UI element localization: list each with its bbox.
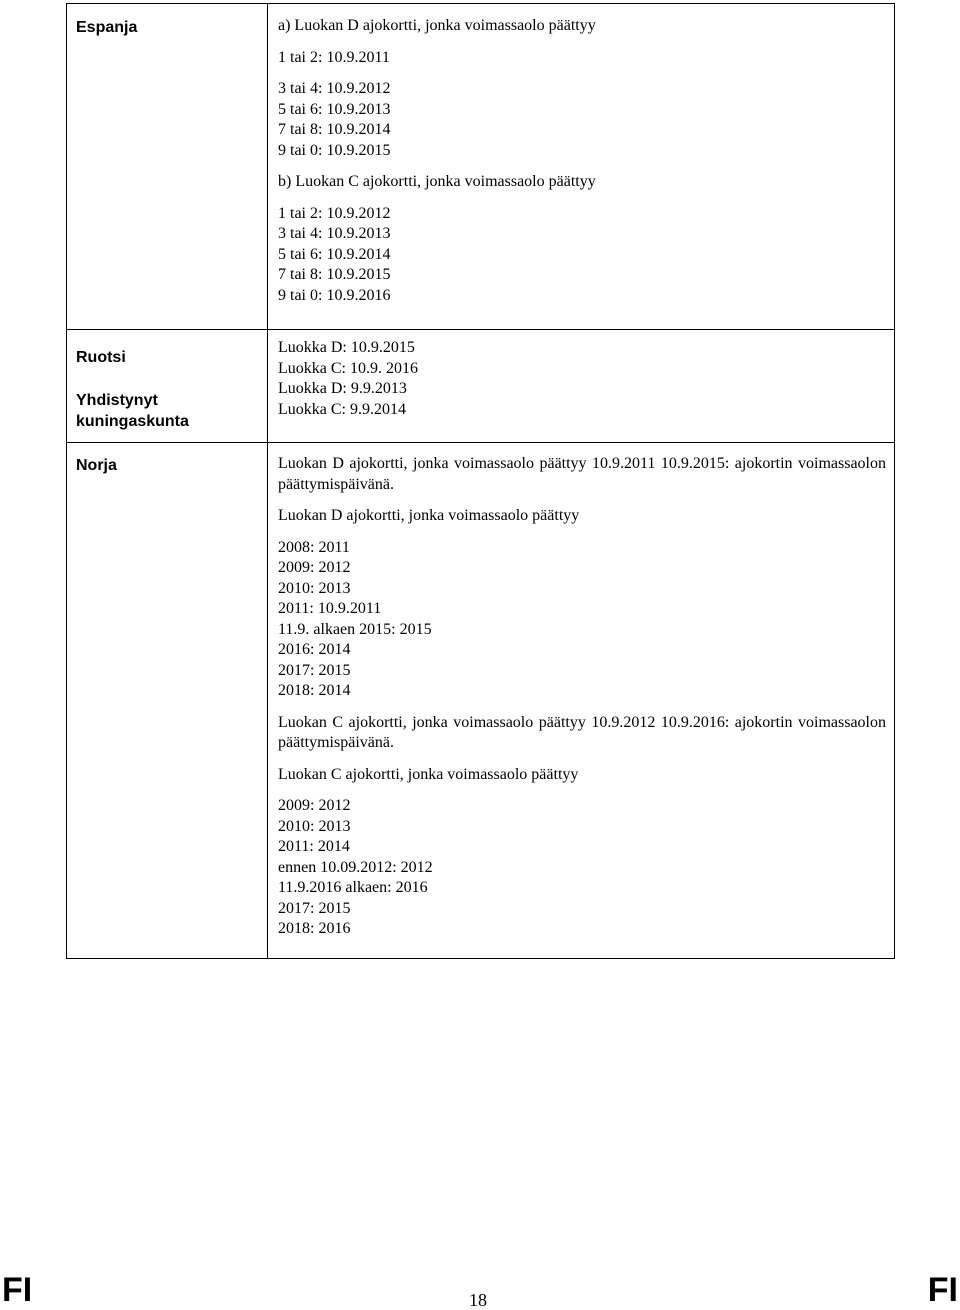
norja-c-item: 11.9.2016 alkaen: 2016 <box>278 879 428 896</box>
country-norja: Norja <box>76 457 117 474</box>
espanja-b-item: 9 tai 0: 10.9.2016 <box>278 286 391 304</box>
norja-c-item: 2011: 2014 <box>278 838 350 855</box>
norja-c-heading: Luokan C ajokortti, jonka voimassaolo päättyy <box>278 765 579 783</box>
ruotsi-item: Luokka D: 10.9.2015 <box>278 339 415 356</box>
country-table <box>66 3 895 959</box>
espanja-a-item: 5 tai 6: 10.9.2013 <box>278 100 391 118</box>
country-yhdistynyt-line2: kuningaskunta <box>76 413 189 430</box>
country-ruotsi: Ruotsi <box>76 349 126 366</box>
norja-c-item: 2009: 2012 <box>278 797 351 814</box>
norja-d-item: 2008: 2011 <box>278 538 350 556</box>
espanja-b-heading: b) Luokan C ajokortti, jonka voimassaolo päättyy <box>278 173 596 190</box>
espanja-b-item: 7 tai 8: 10.9.2015 <box>278 266 391 283</box>
norja-c-item: 2017: 2015 <box>278 899 351 917</box>
norja-c-intro: Luokan C ajokortti, jonka voimassaolo päättyy 10.9.2012 10.9.2016: ajokortin voimassaolon päättymispäivänä. <box>278 713 886 751</box>
norja-d-item: 11.9. alkaen 2015: 2015 <box>278 620 432 638</box>
norja-d-heading: Luokan D ajokortti, jonka voimassaolo päättyy <box>278 507 580 524</box>
norja-d-intro: Luokan D ajokortti, jonka voimassaolo päättyy 10.9.2011 10.9.2015: ajokortin voimassaolon päättymispäivänä. <box>278 455 886 493</box>
norja-cell <box>278 454 886 940</box>
norja-d-item: 2016: 2014 <box>278 641 351 658</box>
norja-d-item: 2011: 10.9.2011 <box>278 600 382 617</box>
norja-c-item: ennen 10.09.2012: 2012 <box>278 858 433 876</box>
norja-c-item: 2018: 2016 <box>278 920 351 937</box>
ruotsi-uk-cell <box>278 338 886 420</box>
country-yhdistynyt-line1: Yhdistynyt <box>76 392 158 409</box>
country-espanja: Espanja <box>76 19 138 36</box>
footer-language-right: FI <box>927 1271 958 1309</box>
espanja-b-item: 5 tai 6: 10.9.2014 <box>278 245 391 263</box>
espanja-cell <box>278 16 886 306</box>
espanja-b-item: 3 tai 4: 10.9.2013 <box>278 225 391 242</box>
uk-item: Luokka D: 9.9.2013 <box>278 380 407 397</box>
norja-d-item: 2009: 2012 <box>278 559 351 576</box>
espanja-a-item: 1 tai 2: 10.9.2011 <box>278 48 390 66</box>
espanja-a-item: 9 tai 0: 10.9.2015 <box>278 141 391 159</box>
espanja-a-item: 3 tai 4: 10.9.2012 <box>278 80 391 97</box>
row-divider <box>67 329 894 330</box>
norja-d-item: 2010: 2013 <box>278 579 351 597</box>
column-divider <box>267 4 268 958</box>
espanja-a-heading: a) Luokan D ajokortti, jonka voimassaolo päättyy <box>278 17 596 34</box>
ruotsi-item: Luokka C: 10.9. 2016 <box>278 359 418 377</box>
norja-d-item: 2017: 2015 <box>278 661 351 679</box>
norja-c-item: 2010: 2013 <box>278 817 351 835</box>
footer-language-left: FI <box>2 1271 33 1309</box>
row-divider <box>67 442 894 443</box>
norja-d-item: 2018: 2014 <box>278 682 351 699</box>
espanja-a-item: 7 tai 8: 10.9.2014 <box>278 121 391 138</box>
espanja-b-item: 1 tai 2: 10.9.2012 <box>278 204 391 222</box>
uk-item: Luokka C: 9.9.2014 <box>278 400 406 418</box>
page-number: 18 <box>469 1290 487 1310</box>
